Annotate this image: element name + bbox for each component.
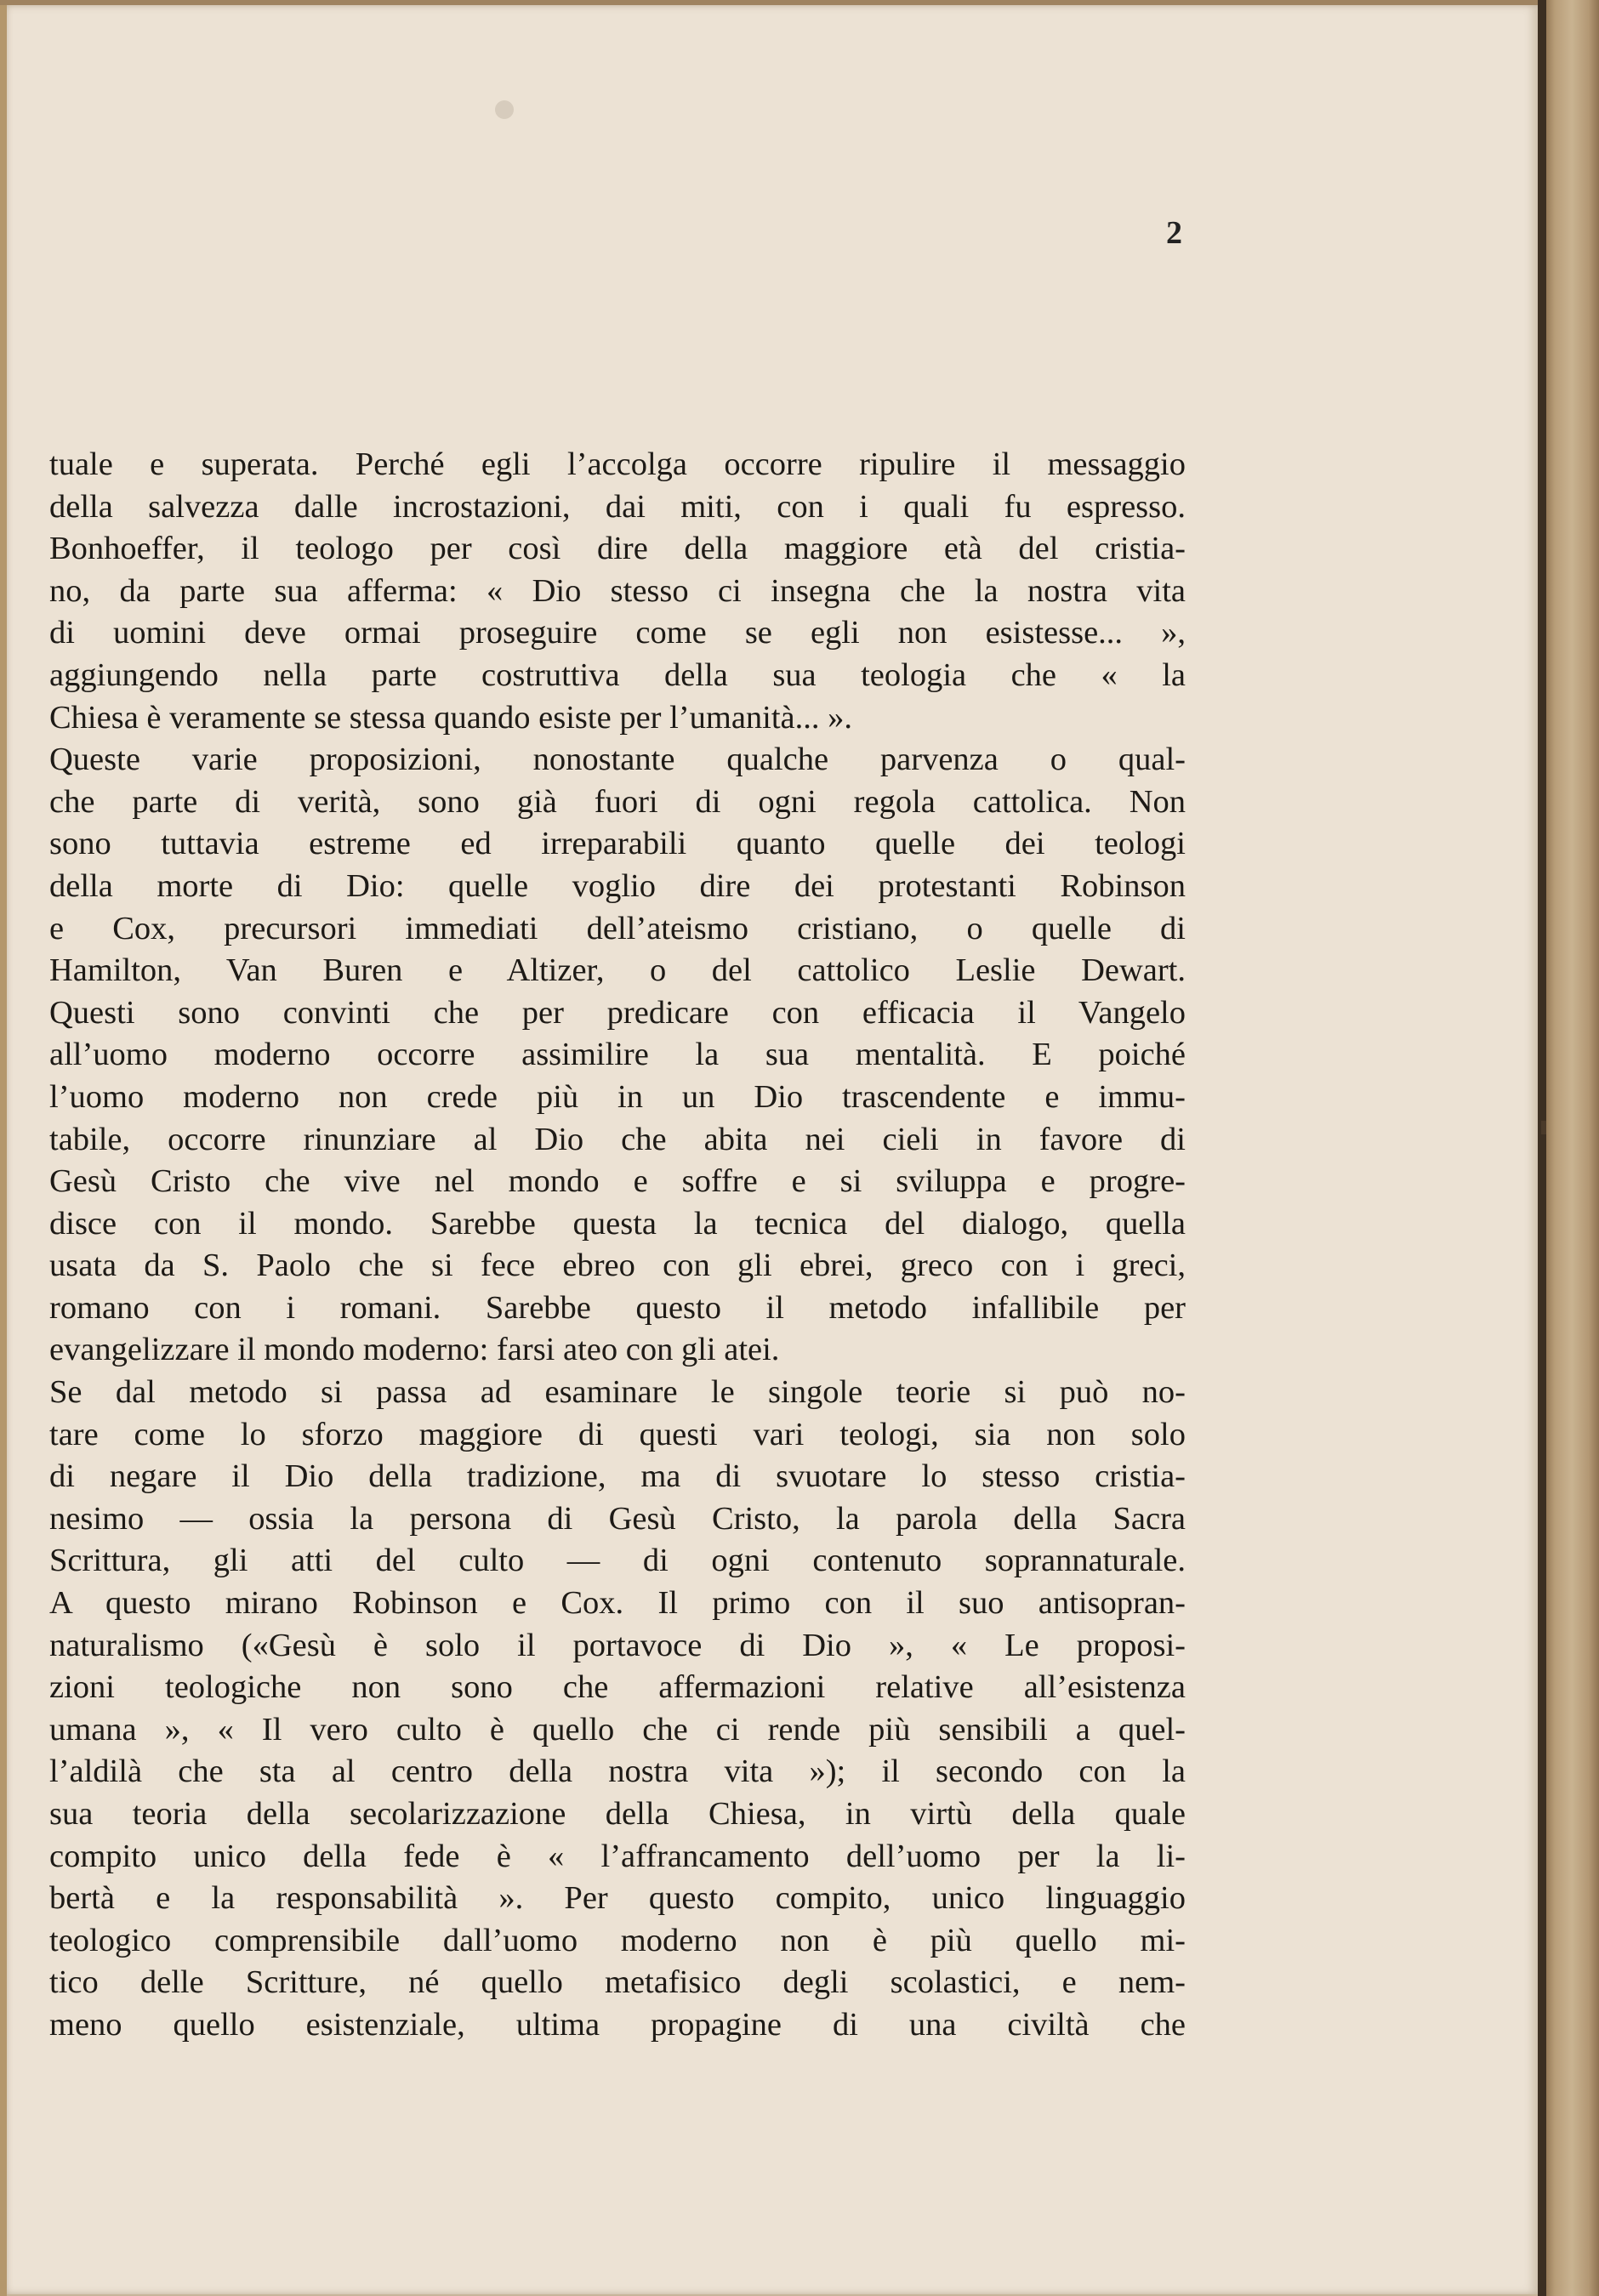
text-line: e Cox, precursori immediati dell’ateismo cristiano, o quelle di [49,910,1186,946]
text-line: Questi sono convinti che per predicare con efficacia il Vangelo [49,994,1186,1031]
text-line: meno quello esistenziale, ultima propagine di una civiltà che [49,2006,1186,2043]
text-line: di negare il Dio della tradizione, ma di svuotare lo stesso cristia- [49,1458,1186,1495]
text-line: A questo mirano Robinson e Cox. Il primo con il suo antisopran- [49,1585,1186,1622]
text-line: che parte di verità, sono già fuori di ogni regola cattolica. Non [49,783,1186,820]
spine-mark [1541,1121,1546,1134]
text-line: no, da parte sua afferma: « Dio stesso ci insegna che la nostra vita [49,572,1186,609]
text-line: disce con il mondo. Sarebbe questa la tecnica del dialogo, quella [49,1205,1186,1242]
text-line: usata da S. Paolo che si fece ebreo con gli ebrei, greco con i greci, [49,1247,1186,1284]
text-line: umana », « Il vero culto è quello che ci rende più sensibili a quel- [49,1711,1186,1748]
text-line: sua teoria della secolarizzazione della Chiesa, in virtù della quale [49,1796,1186,1832]
text-line: Se dal metodo si passa ad esaminare le singole teorie si può no- [49,1374,1186,1411]
text-line: tare come lo sforzo maggiore di questi vari teologi, sia non solo [49,1416,1186,1452]
text-line: Queste varie proposizioni, nonostante qualche parvenza o qual- [49,742,1186,778]
text-line: tico delle Scritture, né quello metafisico degli scolastici, e nem- [49,1964,1186,2001]
text-line: Scrittura, gli atti del culto — di ogni contenuto soprannaturale. [49,1543,1186,1579]
page-left-edge [0,0,7,2296]
text-line: l’aldilà che sta al centro della nostra vita »); il secondo con la [49,1753,1186,1790]
text-line: tabile, occorre rinunziare al Dio che abita nei cieli in favore di [49,1121,1186,1157]
text-line: tuale e superata. Perché egli l’accolga occorre ripulire il messaggio [49,446,1186,482]
body-text [49,444,1186,2047]
text-line: teologico comprensibile dall’uomo moderno non è più quello mi- [49,1922,1186,1958]
text-line: all’uomo moderno occorre assimilire la sua mentalità. E poiché [49,1037,1186,1073]
text-line: evangelizzare il mondo moderno: farsi ateo con gli atei. [49,1332,780,1368]
text-line: romano con i romani. Sarebbe questo il metodo infallibile per [49,1289,1186,1326]
text-line: della morte di Dio: quelle voglio dire dei protestanti Robinson [49,867,1186,904]
text-line: Bonhoeffer, il teologo per così dire della maggiore età del cristia- [49,531,1186,567]
spine-shadow [1538,0,1546,2296]
text-line: Hamilton, Van Buren e Altizer, o del cattolico Leslie Dewart. [49,952,1186,989]
text-line: aggiungendo nella parte costruttiva della sua teologia che « la [49,656,1186,693]
text-line: nesimo — ossia la persona di Gesù Cristo, la parola della Sacra [49,1500,1186,1537]
text-line: di uomini deve ormai proseguire come se egli non esistesse... », [49,615,1186,651]
text-line: Gesù Cristo che vive nel mondo e soffre e si sviluppa e progre- [49,1163,1186,1200]
text-line: zioni teologiche non sono che affermazioni relative all’esistenza [49,1669,1186,1706]
book-spine [1538,0,1599,2296]
page-number: 2 [1166,215,1182,251]
text-line: naturalismo («Gesù è solo il portavoce di Dio », « Le proposi- [49,1627,1186,1663]
text-line: bertà e la responsabilità ». Per questo compito, unico linguaggio [49,1880,1186,1917]
page-top-edge [0,0,1599,5]
text-line: della salvezza dalle incrostazioni, dai miti, con i quali fu espresso. [49,488,1186,525]
text-line: Chiesa è veramente se stessa quando esiste per l’umanità... ». [49,699,853,736]
paper-blemish [495,100,514,119]
text-line: compito unico della fede è « l’affrancamento dell’uomo per la li- [49,1838,1186,1874]
text-line: sono tuttavia estreme ed irreparabili quanto quelle dei teologi [49,826,1186,862]
text-line: l’uomo moderno non crede più in un Dio trascendente e immu- [49,1078,1186,1115]
